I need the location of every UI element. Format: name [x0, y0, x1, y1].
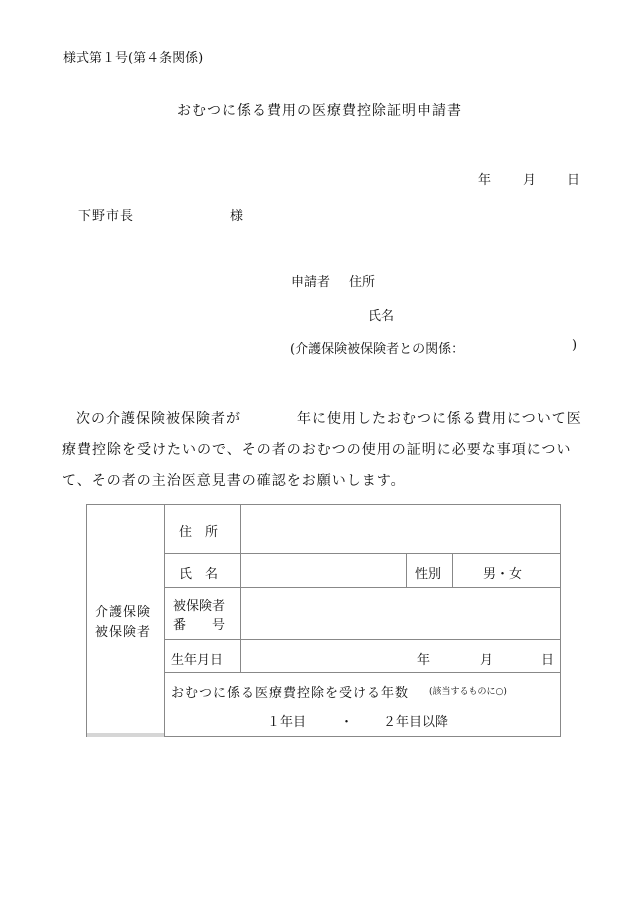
form-number: 様式第１号(第４条関係): [63, 51, 204, 66]
address-label: 住 所: [179, 525, 219, 540]
date-month-label: 月: [523, 173, 537, 188]
insured-number-label-1: 被保険者: [173, 599, 226, 614]
insured-info-table: [86, 504, 561, 737]
insured-group-label-1: 介護保険: [95, 605, 152, 620]
date-day-label: 日: [567, 173, 581, 188]
deduction-question: おむつに係る医療費控除を受ける年数: [171, 686, 410, 701]
applicant-address-label: 住所: [349, 275, 376, 290]
option-separator: ・: [340, 715, 354, 730]
insured-number-label-cell: [164, 588, 240, 640]
birth-day-label: 日: [541, 653, 555, 668]
birth-year-label: 年: [417, 653, 431, 668]
table-shade-strip: [87, 733, 165, 737]
name-label-cell: [164, 554, 240, 588]
name-label: 氏 名: [179, 567, 219, 582]
address-field[interactable]: [240, 505, 560, 554]
insured-group-label-2: 被保険者: [95, 625, 152, 640]
birthdate-label-cell: [164, 640, 240, 673]
name-field[interactable]: [240, 554, 406, 588]
page-title: おむつに係る費用の医療費控除証明申請書: [177, 103, 462, 119]
option-second-year-onward[interactable]: ２年目以降: [383, 715, 449, 730]
birth-month-label: 月: [480, 653, 494, 668]
birthdate-field[interactable]: [240, 640, 560, 673]
address-label-cell: [164, 505, 240, 554]
insured-group-cell: [86, 505, 164, 737]
insured-number-label-2: 番 号: [173, 618, 226, 633]
request-text-part2: 年に使用したおむつに係る費用について医療費控除を受けたいので、その者のおむつの使用の証明に必要な事項について、その者の主治医意見書の確認をお願いします。: [62, 411, 582, 489]
date-year-label: 年: [478, 173, 492, 188]
deduction-note: (該当するものに○): [429, 687, 507, 697]
applicant-relation-close: ): [572, 338, 578, 353]
applicant-relation-open: (介護保険被保険者との関係：: [290, 342, 465, 357]
request-paragraph: [62, 404, 582, 497]
gender-field[interactable]: [452, 554, 560, 588]
insured-number-field[interactable]: [240, 588, 560, 640]
addressee-name: 下野市長: [78, 209, 135, 224]
applicant-name-label: 氏名: [368, 309, 395, 324]
option-first-year[interactable]: １年目: [267, 715, 307, 730]
request-text-part1: 次の介護保険被保険者が: [76, 411, 241, 427]
gender-label-cell: [406, 554, 452, 588]
gender-label: 性別: [415, 567, 442, 582]
gender-options: 男・女: [483, 567, 523, 582]
applicant-label: 申請者: [291, 275, 331, 290]
deduction-year-cell: [164, 673, 560, 737]
birthdate-label: 生年月日: [171, 653, 224, 668]
addressee-honorific: 様: [230, 209, 244, 224]
